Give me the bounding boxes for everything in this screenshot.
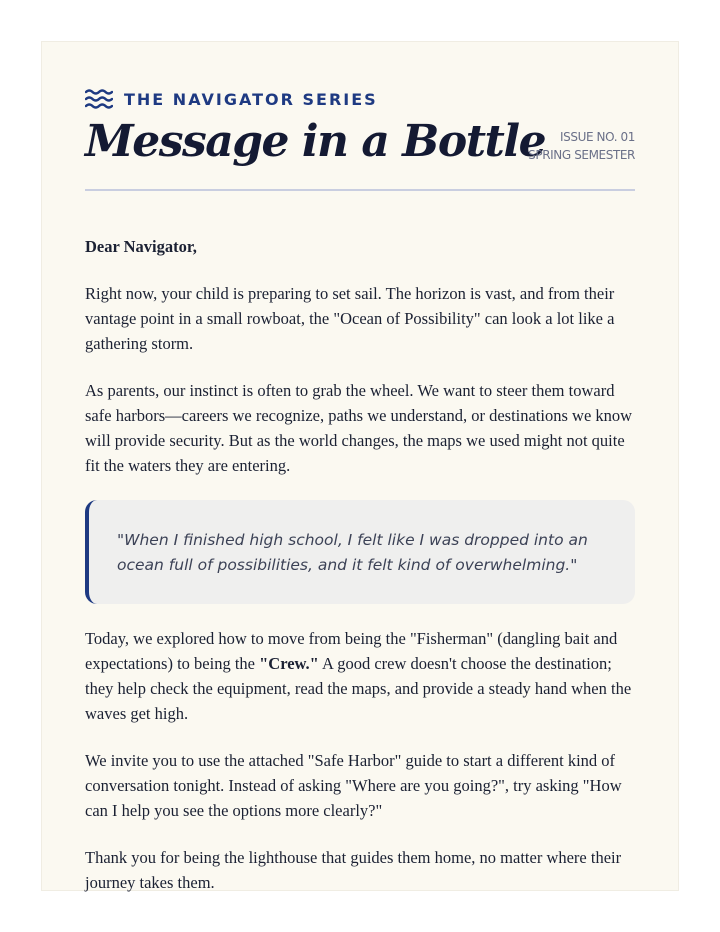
newsletter-page — [42, 42, 678, 890]
paragraph-3-lead: Today, we explored how to move from being the "Fisherman" (dangling bait and expectations) to being the — [85, 629, 618, 673]
page-title: Message in a Bottle — [85, 116, 546, 167]
paragraph-3-rest: A good crew doesn't choose the destination; they help check the equipment, read the maps, and provide a steady hand when the waves get high. — [85, 654, 632, 723]
pull-quote-text: "When I finished high school, I felt like I was dropped into an ocean full of possibilities, and it felt kind of overwhelming." — [117, 531, 588, 574]
crew-emphasis: "Crew." — [259, 654, 319, 673]
paragraph-3 — [85, 626, 635, 726]
semester-label: SPRING SEMESTER — [528, 148, 635, 162]
paragraph-4: We invite you to use the attached "Safe Harbor" guide to start a different kind of conversation tonight. Instead of asking "Where are you going?", try asking "How can I help you see the options more clearly?" — [85, 751, 622, 820]
paragraph-5: Thank you for being the lighthouse that guides them home, no matter where their journey takes them. — [85, 848, 622, 892]
header-divider — [85, 189, 635, 191]
issue-number: ISSUE NO. 01 — [560, 130, 635, 144]
salutation: Dear Navigator, — [85, 237, 197, 256]
letter-body — [85, 234, 635, 895]
issue-meta — [528, 128, 635, 164]
series-name: THE NAVIGATOR SERIES — [124, 89, 378, 109]
series-header — [85, 88, 378, 110]
pull-quote — [85, 500, 635, 604]
paragraph-1: Right now, your child is preparing to set sail. The horizon is vast, and from their vantage point in a small rowboat, the "Ocean of Possibility" can look a lot like a gathering storm. — [85, 284, 615, 353]
waves-icon — [85, 88, 113, 110]
paragraph-2: As parents, our instinct is often to grab the wheel. We want to steer them toward safe harbors—careers we recognize, paths we understand, or destinations we know will provide security. But as the world changes, the maps we used might not quite fit the waters they are entering. — [85, 381, 633, 475]
